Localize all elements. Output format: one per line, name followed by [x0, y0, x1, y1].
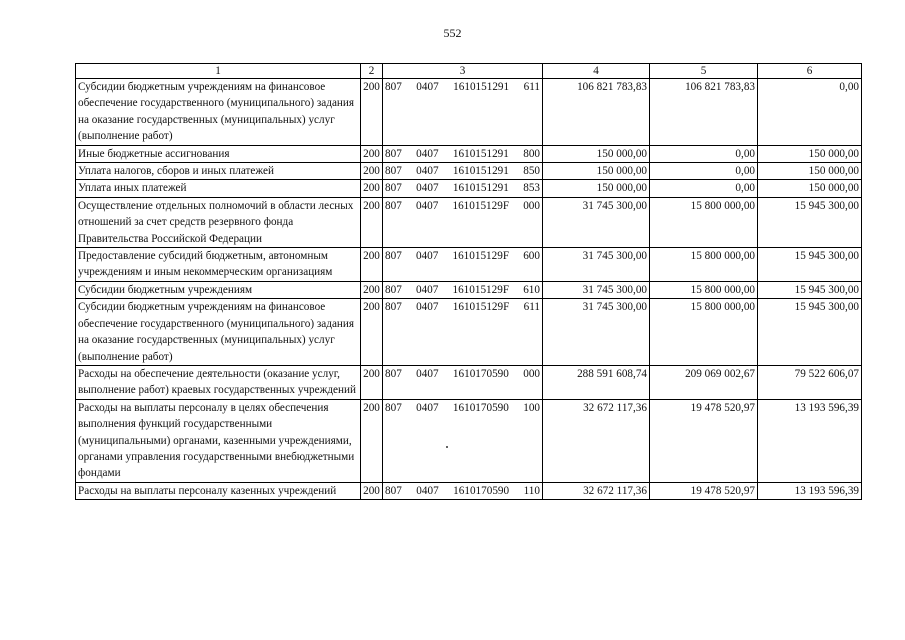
code-csr: 1610170590 [453, 484, 510, 497]
row-amount-4: 32 672 117,36 [543, 482, 650, 499]
row-description: Иные бюджетные ассигнования [76, 145, 361, 162]
row-amount-6: 150 000,00 [758, 145, 862, 162]
column-header-1: 1 [76, 64, 361, 79]
code-gr: 807 [385, 250, 402, 263]
row-amount-5: 15 800 000,00 [650, 281, 758, 298]
row-col2: 200 [361, 365, 383, 399]
row-description: Субсидии бюджетным учреждениям на финансовое обеспечение государственного (муниципального) задания на оказание государственных (муниципальных) услуг (выполнение работ) [76, 299, 361, 366]
code-csr: 1610151291 [452, 182, 509, 195]
row-amount-6: 15 945 300,00 [758, 248, 862, 282]
page-number: 552 [443, 26, 462, 40]
table-row [76, 163, 862, 180]
row-description: Расходы на обеспечение деятельности (оказание услуг, выполнение работ) краевых государственных учреждений [76, 365, 361, 399]
row-description: Субсидии бюджетным учреждениям [76, 281, 361, 298]
column-header-6: 6 [758, 64, 862, 79]
code-rz: 0407 [416, 484, 439, 497]
row-amount-5: 19 478 520,97 [650, 399, 758, 482]
row-amount-5: 209 069 002,67 [650, 365, 758, 399]
row-amount-5: 0,00 [650, 163, 758, 180]
row-amount-6: 13 193 596,39 [758, 482, 862, 499]
row-amount-4: 31 745 300,00 [543, 248, 650, 282]
row-description: Уплата иных платежей [76, 180, 361, 197]
row-amount-5: 19 478 520,97 [650, 482, 758, 499]
row-amount-5: 0,00 [650, 180, 758, 197]
row-amount-6: 150 000,00 [758, 163, 862, 180]
code-rz: 0407 [416, 401, 439, 414]
code-vr: 853 [523, 182, 540, 195]
code-csr: 1610170590 [452, 401, 509, 414]
row-amount-6: 150 000,00 [758, 180, 862, 197]
row-col2: 200 [361, 197, 383, 247]
table-row [76, 145, 862, 162]
code-csr: 161015129F [452, 250, 510, 263]
budget-table [75, 63, 862, 500]
code-vr: 800 [523, 147, 540, 160]
table-row [76, 399, 862, 482]
header-row [76, 64, 862, 79]
column-header-3: 3 [383, 64, 543, 79]
table-row [76, 79, 862, 146]
code-csr: 1610151291 [452, 147, 509, 160]
code-gr: 807 [385, 199, 402, 212]
row-col2: 200 [361, 482, 383, 499]
row-col2: 200 [361, 145, 383, 162]
code-rz: 0407 [415, 283, 439, 296]
row-description: Осуществление отдельных полномочий в области лесных отношений за счет средств резервного фонда Правительства Российской Федерации [76, 197, 361, 247]
code-vr: 600 [523, 250, 540, 263]
code-rz: 0407 [416, 367, 439, 380]
row-codes [383, 299, 543, 366]
row-amount-4: 150 000,00 [543, 145, 650, 162]
row-amount-4: 288 591 608,74 [543, 365, 650, 399]
code-gr: 807 [385, 484, 402, 497]
row-amount-6: 15 945 300,00 [758, 197, 862, 247]
row-amount-4: 150 000,00 [543, 180, 650, 197]
row-description: Расходы на выплаты персоналу казенных учреждений [76, 482, 361, 499]
row-amount-5: 15 800 000,00 [650, 248, 758, 282]
row-col2: 200 [361, 163, 383, 180]
code-vr: 110 [523, 484, 540, 497]
row-col2: 200 [361, 79, 383, 146]
row-col2: 200 [361, 399, 383, 482]
code-gr: 807 [385, 301, 402, 314]
code-rz: 0407 [416, 301, 439, 314]
table-row [76, 248, 862, 282]
row-amount-4: 32 672 117,36 [543, 399, 650, 482]
code-csr: 1610151291 [452, 165, 509, 178]
scan-speck [446, 446, 448, 448]
code-vr: 100 [523, 401, 540, 414]
row-col2: 200 [361, 180, 383, 197]
table-row [76, 180, 862, 197]
row-codes [383, 399, 543, 482]
code-csr: 161015129F [452, 199, 510, 212]
code-vr: 610 [523, 283, 540, 296]
code-csr: 161015129F [452, 283, 510, 296]
row-codes [383, 197, 543, 247]
row-amount-4: 31 745 300,00 [543, 197, 650, 247]
row-col2: 200 [361, 281, 383, 298]
code-gr: 807 [385, 81, 402, 93]
code-vr: 611 [523, 81, 540, 93]
code-rz: 0407 [415, 199, 439, 212]
row-amount-6: 13 193 596,39 [758, 399, 862, 482]
row-codes [383, 163, 543, 180]
code-gr: 807 [385, 165, 402, 178]
row-description: Уплата налогов, сборов и иных платежей [76, 163, 361, 180]
row-amount-4: 106 821 783,83 [543, 79, 650, 146]
row-codes [383, 248, 543, 282]
row-amount-5: 15 800 000,00 [650, 299, 758, 366]
column-header-5: 5 [650, 64, 758, 79]
code-vr: 000 [523, 367, 540, 380]
column-header-4: 4 [543, 64, 650, 79]
code-gr: 807 [385, 182, 402, 195]
row-amount-4: 31 745 300,00 [543, 299, 650, 366]
row-description: Предоставление субсидий бюджетным, автономным учреждениям и иным некоммерческим организациям [76, 248, 361, 282]
row-codes [383, 180, 543, 197]
code-vr: 611 [523, 301, 540, 314]
code-rz: 0407 [416, 81, 439, 93]
code-vr: 850 [523, 165, 540, 178]
row-amount-4: 31 745 300,00 [543, 281, 650, 298]
row-amount-6: 15 945 300,00 [758, 281, 862, 298]
table-row [76, 197, 862, 247]
row-codes [383, 145, 543, 162]
row-amount-4: 150 000,00 [543, 163, 650, 180]
code-csr: 1610170590 [452, 367, 509, 380]
column-header-2: 2 [361, 64, 383, 79]
code-csr: 1610151291 [453, 81, 510, 93]
row-col2: 200 [361, 248, 383, 282]
row-codes [383, 365, 543, 399]
code-rz: 0407 [416, 165, 439, 178]
row-description: Расходы на выплаты персоналу в целях обеспечения выполнения функций государственными (муниципальными) органами, казенными учреждениями, органами управления государственными внебюджетными фондами [76, 399, 361, 482]
row-amount-6: 15 945 300,00 [758, 299, 862, 366]
code-gr: 807 [385, 147, 402, 160]
code-gr: 807 [385, 283, 402, 296]
code-gr: 807 [385, 401, 402, 414]
row-codes [383, 281, 543, 298]
row-amount-5: 0,00 [650, 145, 758, 162]
code-vr: 000 [523, 199, 540, 212]
code-rz: 0407 [415, 250, 439, 263]
code-rz: 0407 [416, 147, 439, 160]
table-row [76, 299, 862, 366]
table-row [76, 482, 862, 499]
code-csr: 161015129F [452, 301, 510, 314]
row-amount-5: 15 800 000,00 [650, 197, 758, 247]
table-row [76, 365, 862, 399]
code-gr: 807 [385, 367, 402, 380]
row-codes [383, 482, 543, 499]
row-amount-6: 0,00 [758, 79, 862, 146]
row-amount-5: 106 821 783,83 [650, 79, 758, 146]
row-amount-6: 79 522 606,07 [758, 365, 862, 399]
row-col2: 200 [361, 299, 383, 366]
row-description: Субсидии бюджетным учреждениям на финансовое обеспечение государственного (муниципального) задания на оказание государственных (муниципальных) услуг (выполнение работ) [76, 79, 361, 146]
code-rz: 0407 [416, 182, 439, 195]
row-codes [383, 79, 543, 146]
table-row [76, 281, 862, 298]
